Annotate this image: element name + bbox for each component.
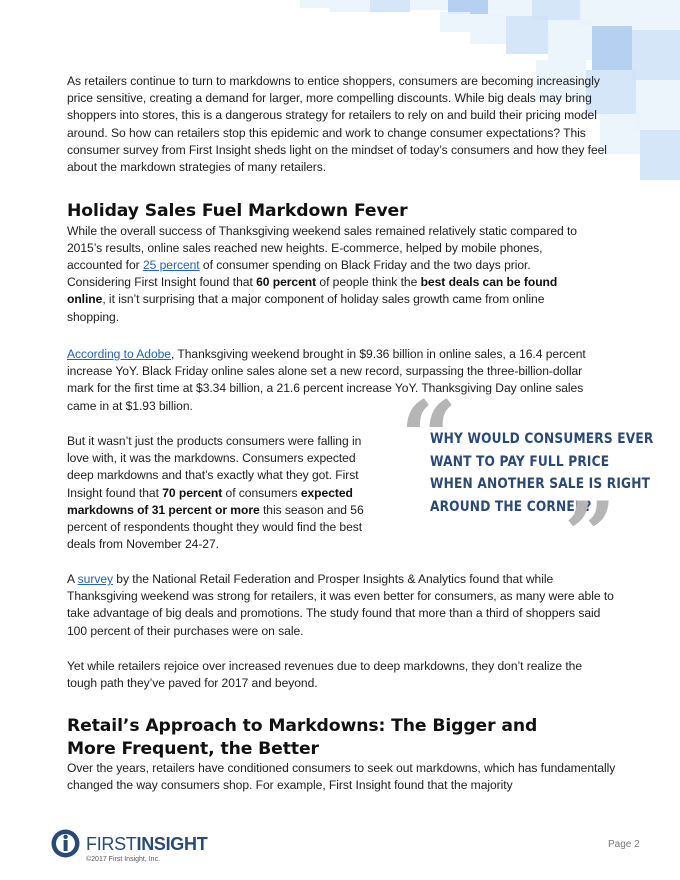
mosaic-tile: [330, 0, 370, 12]
section-heading-retail-approach: Retail’s Approach to Markdowns: The Bigger and More Frequent, the Better: [67, 716, 538, 759]
mosaic-tile: [632, 30, 680, 80]
paragraph-adobe: According to Adobe, Thanksgiving weekend brought in $9.36 billion in online sales, a 16.4 percent increase YoY. Black Friday online sales alone set a new record, surpassing the three-billion-dollar mark for the first time at $3.34 billion, a 21.6 percent increase YoY. Thanksgiving Day online sales came in at $1.93 billion.: [67, 347, 586, 413]
page-number: Page 2: [608, 839, 640, 850]
link-25-percent[interactable]: 25 percent: [142, 257, 200, 272]
mosaic-tile: [636, 80, 680, 130]
mosaic-tile: [488, 0, 532, 16]
paragraph-markdowns: But it wasn’t just the products consumers were falling in love with, it was the markdowns. Consumers expected deep markdowns and that’s exactly what they got. First Insight found that 70 percent of consumers expected markdowns of 31 percent or more this season and 56 percent of respondents thought they would find the best deals from November 24-27.: [67, 434, 364, 552]
link-according-to-adobe[interactable]: According to Adobe: [67, 347, 171, 361]
mosaic-tile: [630, 0, 680, 30]
pull-quote-text: WHY WOULD CONSUMERS EVER WANT TO PAY FULL PRICE WHEN ANOTHER SALE IS RIGHT AROUND THE CORNER?: [430, 431, 654, 515]
intro-paragraph: As retailers continue to turn to markdowns to entice shoppers, consumers are becoming increasingly price sensitive, creating a demand for larger, more compelling discounts. While big deals may bring shoppers into stores, this is a dangerous strategy for retailers to rely on and build their pricing model around. So how can retailers stop this epidemic and work to change consumer expectations? This consumer survey from First Insight sheds light on the mindset of today’s consumers and how they feel about the markdown strategies of many retailers.: [67, 74, 607, 175]
page-footer: [0, 820, 680, 880]
close-quote-icon: ”: [564, 482, 616, 588]
mosaic-tile: [300, 0, 330, 8]
mosaic-tile: [592, 26, 632, 70]
paragraph-retailers-rejoice: Yet while retailers rejoice over increased revenues due to deep markdowns, they don’t realize the tough path they’ve paved for 2017 and beyond.: [67, 659, 583, 691]
paragraph-nrf-survey: A survey by the National Retail Federation and Prosper Insights & Analytics found that while Thanksgiving weekend was strong for retailers, it was even better for consumers, as many were able to take advantage of big deals and promotions. The study found that more than a third of shoppers said 100 percent of their purchases were on sale.: [67, 572, 614, 638]
pull-quote: [400, 379, 654, 588]
mosaic-tile: [548, 20, 592, 60]
mosaic-tile: [640, 130, 680, 180]
section-heading-holiday: Holiday Sales Fuel Markdown Fever: [67, 201, 408, 221]
mosaic-tile: [470, 14, 506, 44]
brand-name: FIRSTINSIGHT: [86, 834, 208, 854]
mosaic-tile: [440, 12, 470, 32]
mosaic-tile: [506, 16, 548, 54]
mosaic-tile: [370, 0, 410, 12]
mosaic-tile: [448, 0, 488, 14]
open-quote-icon: “: [400, 379, 458, 497]
paragraph-conditioned-consumers: Over the years, retailers have conditioned consumers to seek out markdowns, which has fundamentally changed the way consumers shop. For example, First Insight found that the majority: [67, 761, 616, 793]
first-insight-logo-icon: [51, 829, 80, 858]
copyright-text: ©2017 First Insight, Inc.: [86, 856, 161, 863]
link-survey[interactable]: survey: [77, 572, 113, 586]
mosaic-tile: [410, 0, 448, 10]
paragraph-online-sales: While the overall success of Thanksgiving weekend sales remained relatively static compared to 2015’s results, online sales reached new heights. E-commerce, helped by mobile phones, accounted for 25 percent of consumer spending on Black Friday and the two days prior. Considering First Insight found that 60 percent of people think the best deals can be found online, it isn’t surprising that a major component of holiday sales growth came from online shopping.: [67, 223, 577, 324]
